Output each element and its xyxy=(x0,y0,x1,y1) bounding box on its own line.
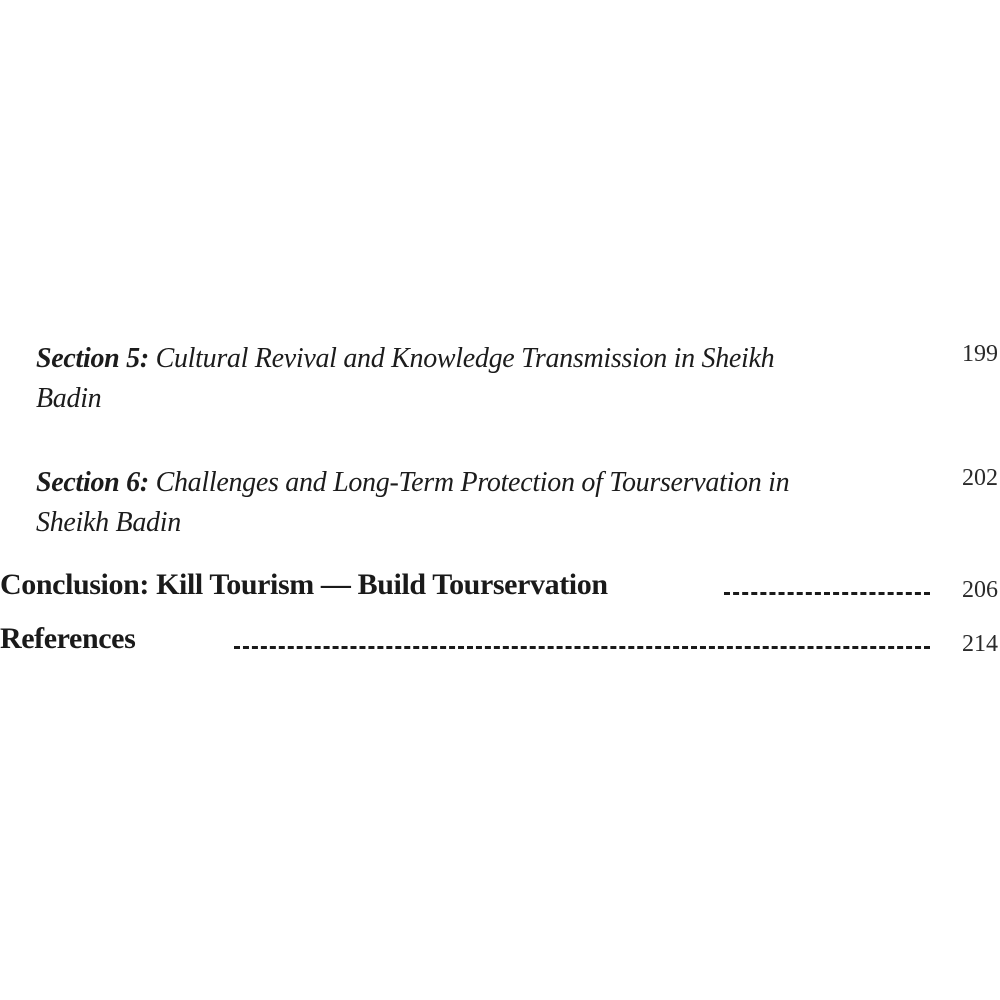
chapter-title: References xyxy=(0,622,136,655)
toc-entry-conclusion[interactable] xyxy=(0,565,608,605)
page-number: 202 xyxy=(962,465,998,491)
toc-entry-section-6[interactable] xyxy=(36,463,836,543)
toc-entry-section-5[interactable] xyxy=(36,339,836,419)
dot-leader xyxy=(724,592,930,595)
section-label: Section 6: xyxy=(36,467,149,498)
section-title: Challenges and Long-Term Protection of Tourservation in Sheikh Badin xyxy=(36,467,790,538)
toc-entry-references[interactable] xyxy=(0,619,135,659)
section-title: Cultural Revival and Knowledge Transmission in Sheikh Badin xyxy=(36,343,775,414)
page-number: 214 xyxy=(962,631,998,657)
dot-leader xyxy=(234,646,930,649)
page-number: 199 xyxy=(962,341,998,367)
section-label: Section 5: xyxy=(36,343,149,374)
page-number: 206 xyxy=(962,577,998,603)
chapter-title: Conclusion: Kill Tourism — Build Tourservation xyxy=(0,568,608,601)
